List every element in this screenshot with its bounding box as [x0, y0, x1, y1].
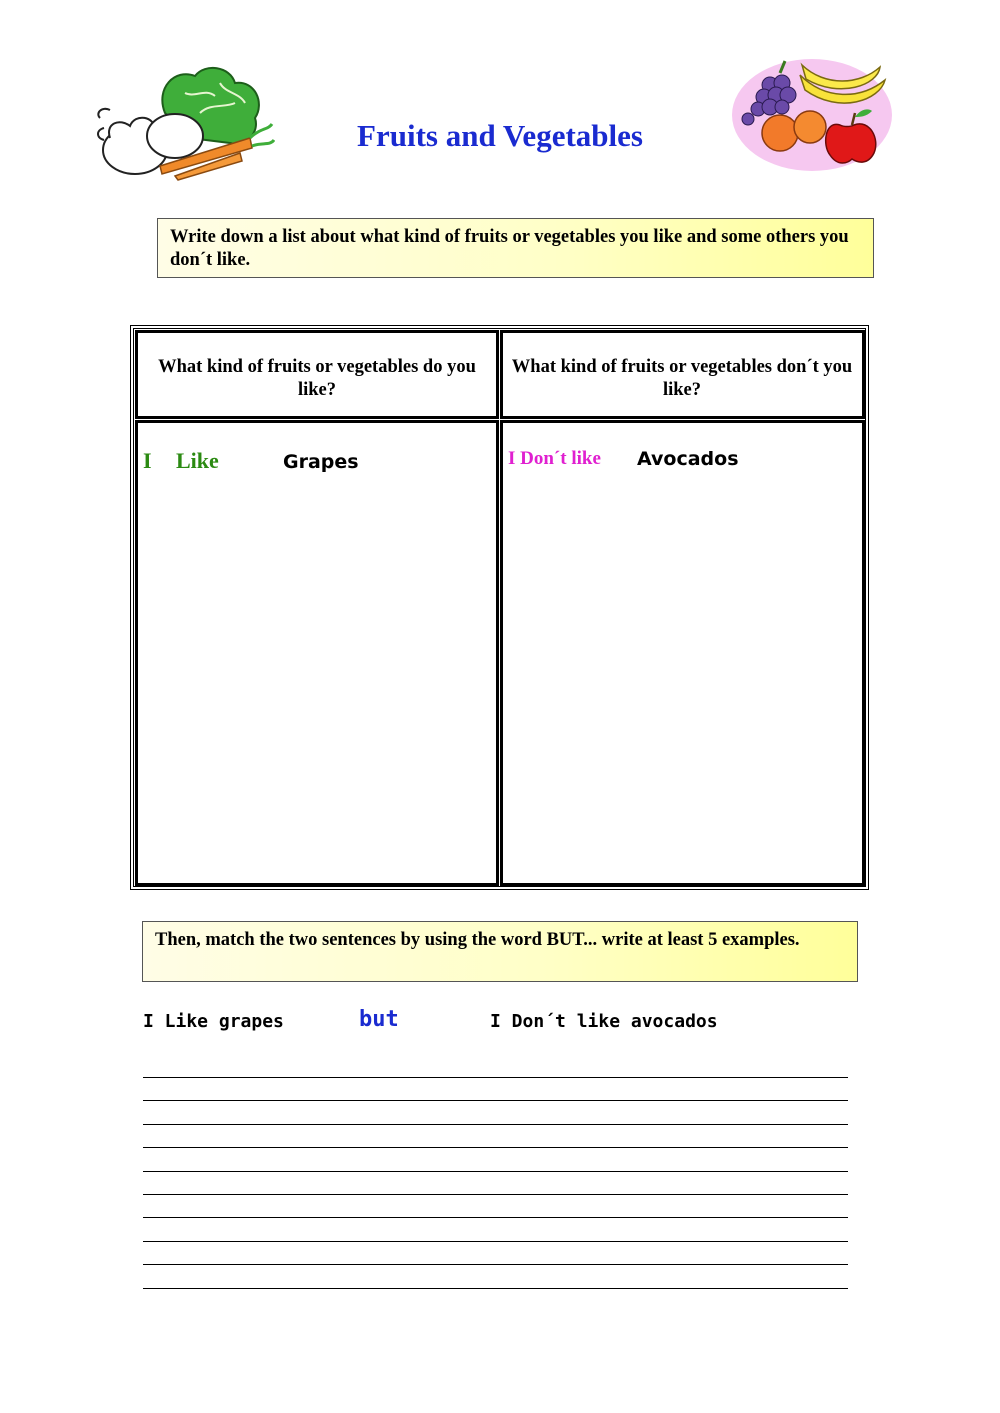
writing-line[interactable] — [143, 1194, 848, 1195]
like-pronoun: I — [143, 448, 152, 473]
writing-line[interactable] — [143, 1124, 848, 1125]
writing-line[interactable] — [143, 1100, 848, 1101]
answer-cell-like[interactable] — [135, 420, 499, 886]
header-like-text: What kind of fruits or vegetables do you like? — [158, 357, 476, 400]
example-connector: but — [359, 1007, 399, 1032]
like-word: Like — [176, 448, 219, 473]
answer-cell-dislike[interactable] — [500, 420, 865, 886]
writing-line[interactable] — [143, 1217, 848, 1218]
example-part-1: I Like grapes — [143, 1011, 284, 1032]
fruits-clipart-icon — [730, 55, 895, 175]
like-example: Grapes — [283, 451, 359, 473]
vegetables-clipart-icon — [90, 58, 275, 183]
writing-line[interactable] — [143, 1264, 848, 1265]
writing-line[interactable] — [143, 1147, 848, 1148]
page-title: Fruits and Vegetables — [357, 118, 643, 153]
writing-lines[interactable] — [143, 1077, 848, 1311]
dislike-example: Avocados — [637, 448, 739, 470]
match-instruction: Then, match the two sentences by using the word BUT... write at least 5 examples. — [142, 921, 858, 982]
list-instruction: Write down a list about what kind of fruits or vegetables you like and some others you don´t like. — [157, 218, 874, 278]
header-dislike-text: What kind of fruits or vegetables don´t you like? — [511, 357, 853, 400]
writing-line[interactable] — [143, 1077, 848, 1078]
writing-line[interactable] — [143, 1241, 848, 1242]
example-part-2: I Don´t like avocados — [490, 1011, 718, 1032]
dislike-phrase: I Don´t like — [508, 448, 601, 469]
writing-line[interactable] — [143, 1171, 848, 1172]
writing-line[interactable] — [143, 1288, 848, 1289]
